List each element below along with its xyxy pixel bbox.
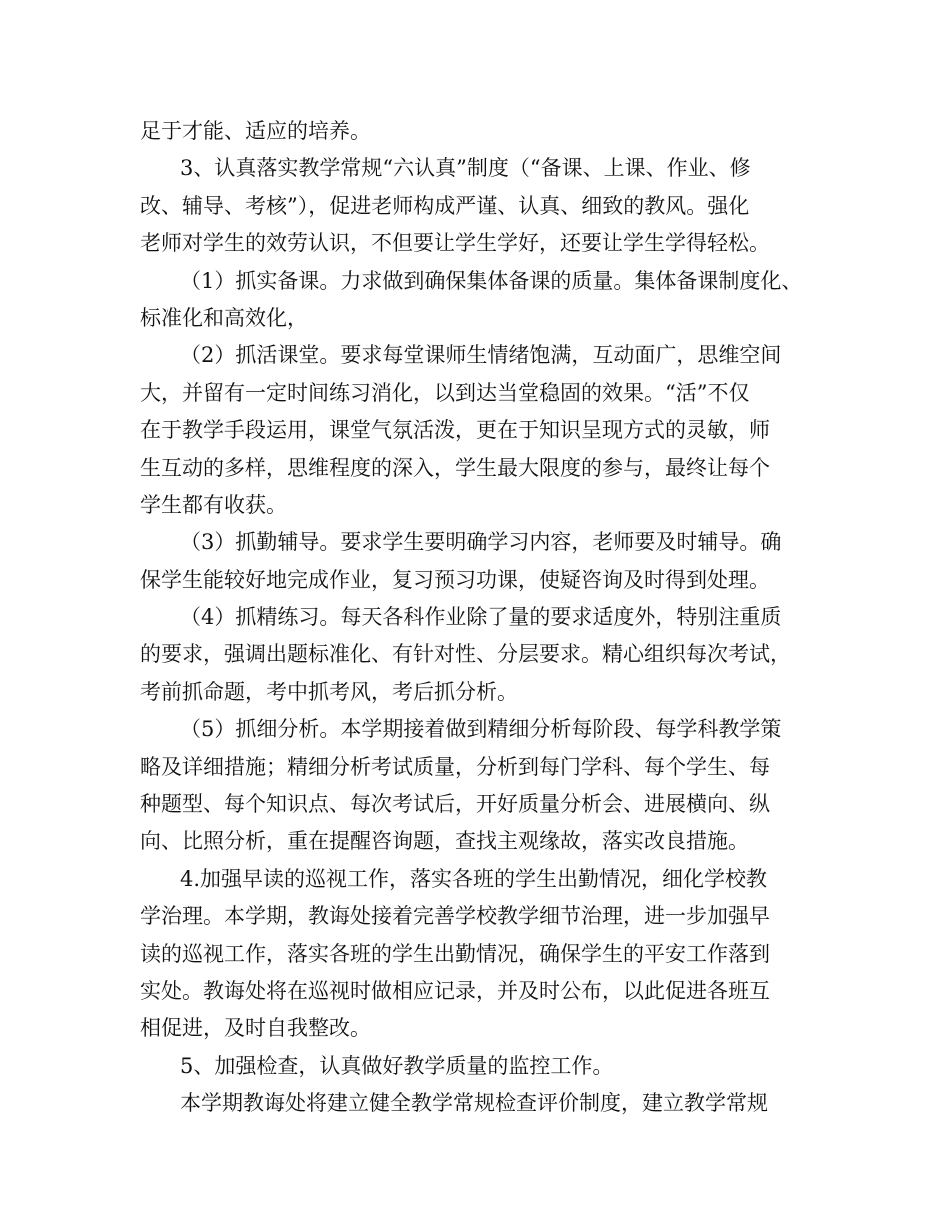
text-line: 足于才能、适应的培养。 (140, 119, 371, 143)
text-line: 5、加强检查，认真做好教学质量的监控工作。 (180, 1053, 614, 1078)
text-line: 在于教学手段运用，课堂气氛活泼，更在于知识呈现方式的灵敏，师 (140, 418, 770, 443)
text-line: 学生都有收获。 (140, 492, 287, 517)
text-line: （2）抓活课堂。要求每堂课师生情绪饱满，互动面广，思维空间 (180, 343, 782, 368)
text-line: 改、辅导、考核”），促进老师构成严谨、认真、细致的教风。强化 (140, 193, 750, 218)
text-line: 实处。教诲处将在巡视时做相应记录，并及时公布，以此促进各班互 (140, 978, 770, 1003)
text-line: 大，并留有一定时间练习消化，以到达当堂稳固的效果。“活”不仅 (140, 380, 750, 405)
text-line: 4.加强早读的巡视工作，落实各班的学生出勤情况，细化学校教 (180, 866, 768, 891)
text-line: （1）抓实备课。力求做到确保集体备课的质量。集体备课制度化、 (180, 268, 803, 293)
text-line: 学治理。本学期，教诲处接着完善学校教学细节治理，进一步加强早 (140, 904, 770, 929)
text-line: 3、认真落实教学常规“六认真”制度（“备课、上课、作业、修 (180, 156, 751, 181)
text-line: 相促进，及时自我整改。 (140, 1016, 371, 1041)
text-line: 读的巡视工作，落实各班的学生出勤情况，确保学生的平安工作落到 (140, 941, 770, 966)
text-line: 种题型、每个知识点、每次考试后，开好质量分析会、进展横向、纵 (140, 792, 770, 817)
text-line: （3）抓勤辅导。要求学生要明确学习内容，老师要及时辅导。确 (180, 530, 782, 555)
text-line: 本学期教诲处将建立健全教学常规检查评价制度，建立教学常规 (180, 1091, 768, 1116)
text-line: 考前抓命题，考中抓考风，考后抓分析。 (140, 679, 518, 704)
text-line: 保学生能较好地完成作业，复习预习功课，使疑咨询及时得到处理。 (140, 567, 770, 592)
text-line: 标准化和高效化， (140, 305, 308, 330)
text-line: 略及详细措施；精细分析考试质量，分析到每门学科、每个学生、每 (140, 754, 770, 779)
text-line: 的要求，强调出题标准化、有针对性、分层要求。精心组织每次考试， (140, 642, 791, 667)
text-line: 向、比照分析，重在提醒咨询题，查找主观缘故，落实改良措施。 (140, 829, 749, 854)
text-line: （5）抓细分析。本学期接着做到精细分析每阶段、每学科教学策 (180, 717, 782, 742)
body-text (140, 113, 830, 1123)
text-line: （4）抓精练习。每天各科作业除了量的要求适度外，特别注重质 (180, 605, 782, 630)
text-line: 生互动的多样，思维程度的深入，学生最大限度的参与，最终让每个 (140, 455, 770, 480)
text-line: 老师对学生的效劳认识，不但要让学生学好，还要让学生学得轻松。 (140, 231, 770, 256)
